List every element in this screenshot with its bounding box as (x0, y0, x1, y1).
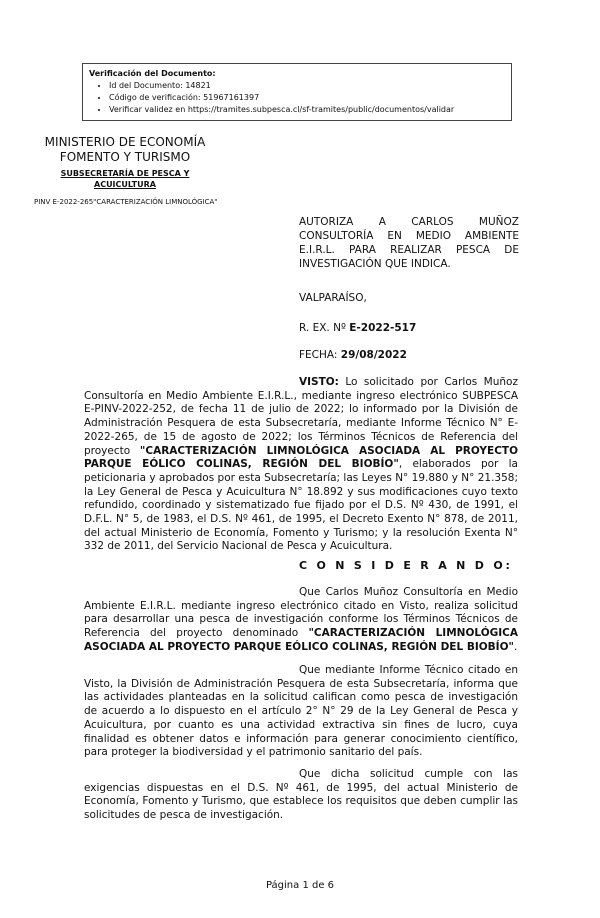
subsecretaria-line-1: SUBSECRETARÍA DE PESCA Y (60, 169, 190, 178)
verification-code: • Código de verificación: 51967161397 (109, 92, 511, 104)
subsecretaria-name (30, 168, 220, 190)
visto-label: VISTO: (299, 376, 339, 388)
authorize-title-line-1: AUTORIZA A CARLOS MUÑOZ (299, 216, 519, 228)
resolution-prefix: R. EX. Nº (299, 322, 350, 334)
considerando-paragraph-2: Que mediante Informe Técnico citado en Visto, la División de Administración Pesquera de esta Subsecretaría, informa que las actividades planteadas en la solicitud califican como pesca de investigación de acuerdo a lo dispuesto en el artículo 2° N° 29 de la Ley General de Pesca y Acuicultura, por cuanto es una actividad extractiva sin fines de lucro, cuya finalidad es obtener datos e información para generar conocimiento científico, para proteger la biodiversidad y el patrimonio sanitario del país. (84, 664, 518, 759)
authorize-title-rest: CONSULTORÍA EN MEDIO AMBIENTE E.I.R.L. PARA REALIZAR PESCA DE INVESTIGACIÓN QUE INDICA. (299, 230, 519, 270)
document-id: • Id del Documento: 14821 (109, 80, 511, 92)
verification-list (89, 80, 511, 116)
page-number: Página 1 de 6 (265, 880, 335, 891)
ministry-name (20, 135, 230, 165)
date-label: FECHA: (299, 349, 341, 361)
resolution-date (299, 348, 519, 362)
considerando-paragraph-3: Que dicha solicitud cumple con las exigencias dispuestas en el D.S. Nº 461, de 1995, del actual Ministerio de Economía, Fomento y Turismo, que establece los requisitos que deben cumplir las solicitudes de pesca de investigación. (84, 768, 518, 822)
p1-end: . (513, 640, 518, 653)
verification-title: Verificación del Documento: (89, 69, 216, 78)
visto-project: "CARACTERIZACIÓN LIMNOLÓGICA ASOCIADA AL PROYECTO PARQUE EÓLICO COLINAS, REGIÓN DEL BIOBÍO" (84, 444, 518, 471)
considerando-heading: C O N S I D E R A N D O: (299, 559, 513, 572)
visto-text-1: Lo solicitado por Carlos Muñoz Consultoría en Medio Ambiente E.I.R.L., mediante ingreso electrónico SUBPESCA E-PINV-2022-252, de fecha 11 de julio de 2022; lo informado por la División de Administración Pesquera de esta Subsecretaría, mediante Informe Técnico N° E-2022-265, de 15 de agosto de 2022; los Términos Técnicos de Referencia del proyecto (84, 376, 518, 457)
considerando-paragraph-1 (84, 586, 518, 655)
pinv-reference: PINV E-2022-265"CARACTERIZACIÓN LIMNOLÓGICA" (34, 198, 218, 206)
verification-url[interactable]: • Verificar validez en https://tramites.subpesca.cl/sf-tramites/public/documentos/validar (109, 104, 511, 116)
date-value: 29/08/2022 (340, 349, 407, 361)
ministry-line-2: FOMENTO Y TURISMO (59, 150, 191, 164)
subsecretaria-line-2: ACUICULTURA (94, 180, 156, 189)
ministry-line-1: MINISTERIO DE ECONOMÍA (44, 135, 206, 149)
p1-project: "CARACTERIZACIÓN LIMNOLÓGICA ASOCIADA AL PROYECTO PARQUE EÓLICO COLINAS, REGIÓN DEL BIOBÍO" (84, 627, 518, 653)
p1-text: Que Carlos Muñoz Consultoría en Medio Ambiente E.I.R.L. mediante ingreso electrónico citado en Visto, realiza solicitud para desarrollar una pesca de investigación conforme los Términos Técnicos de Referencia del proyecto denominado (84, 586, 518, 640)
city: VALPARAÍSO, (299, 292, 367, 304)
visto-text-2: , elaborados por la peticionaria y aprobados por esta Subsecretaría; las Leyes N° 19.880 y N° 21.358; la Ley General de Pesca y Acuicultura N° 18.892 y sus modificaciones cuyo texto refundido, coordinado y sistematizado fue fijado por el D.S. Nº 430, de 1991, el D.F.L. N° 5, de 1983, el D.S. Nº 461, de 1995, el Decreto Exento N° 878, de 2011, del actual Ministerio de Economía, Fomento y Turismo; y la resolución Exenta N° 332 de 2011, del Servicio Nacional de Pesca y Acuicultura. (84, 458, 518, 553)
verification-box (82, 63, 512, 121)
resolution-number (299, 321, 519, 335)
visto-paragraph (84, 376, 518, 554)
resolution-id: E-2022-517 (349, 322, 417, 334)
